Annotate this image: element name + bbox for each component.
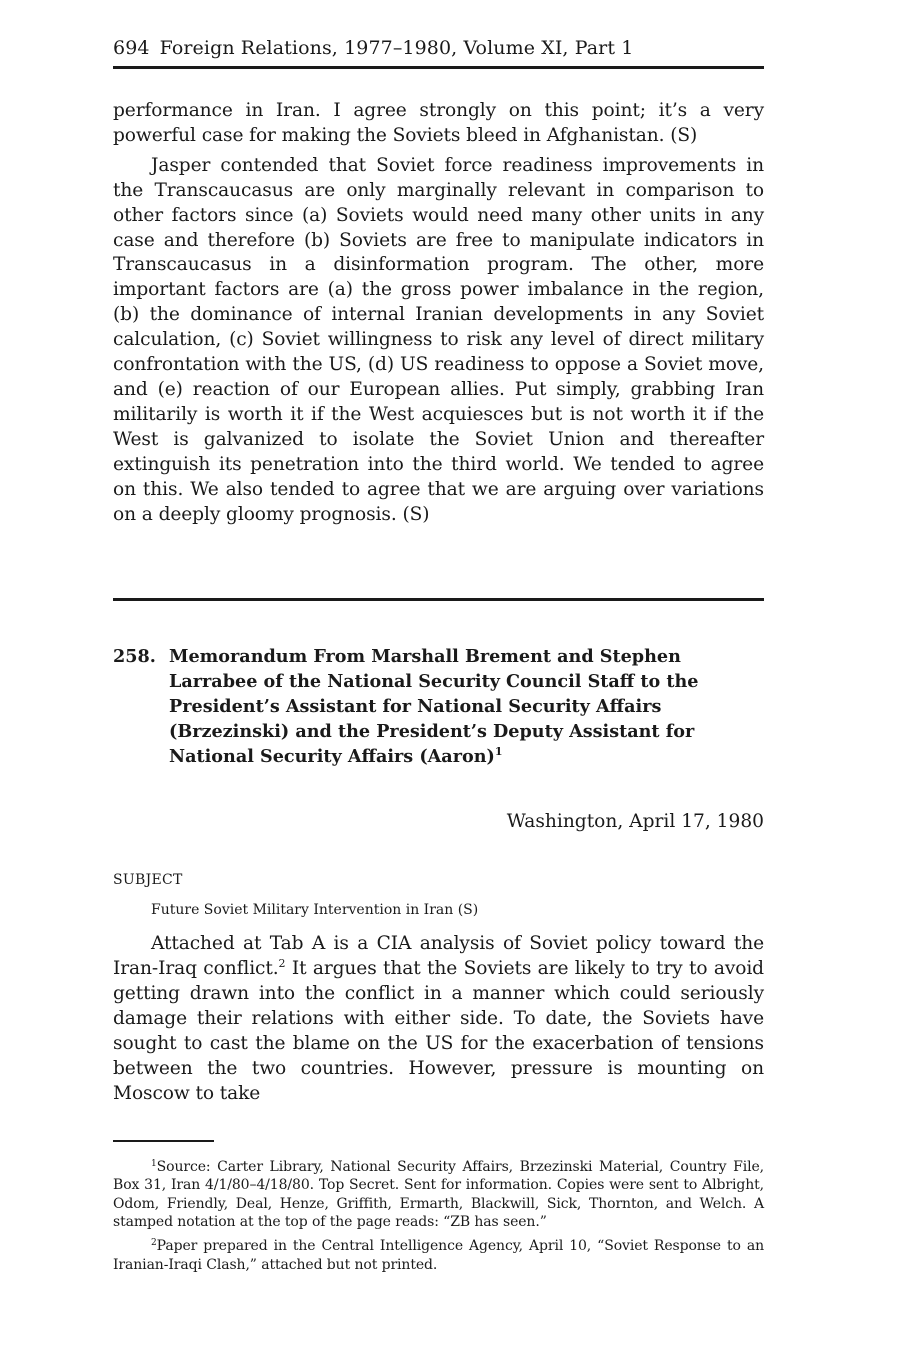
running-header [113, 30, 764, 66]
footnote-2-text: Paper prepared in the Central Intelligence Agency, April 10, “Soviet Response to an Iranian-Iraqi Clash,” attached but not printed. [113, 1238, 764, 1273]
footnote-1 [113, 1158, 764, 1232]
footnote-2 [113, 1237, 764, 1274]
dateline: Washington, April 17, 1980 [506, 811, 764, 833]
footnote-1-mark: 1 [151, 1158, 157, 1169]
footnote-1-text: Source: Carter Library, National Security Affairs, Brzezinski Material, Country File, Box 31, Iran 4/1/80–4/18/80. Top Secret. Sent for information. Copies were sent to Albright, Odom, Friendly, Deal, Henze, Griffith, Ermarth, Blackwill, Sick, Thornton, and Welch. A stamped notation at the top of the page reads: “ZB has seen.” [113, 1158, 764, 1230]
memo-paragraph-rest: It argues that the Soviets are likely to try to avoid getting drawn into the conflict in a manner which could seriously damage their relations with either side. To date, the Soviets have sought to cast the blame on the US for the exacerbation of tensions between the two countries. However, pressure is mounting on Moscow to take [113, 958, 764, 1104]
running-title: Foreign Relations, 1977–1980, Volume XI, Part 1 [159, 37, 634, 59]
footnote-ref-1: 1 [494, 745, 503, 759]
jasper-paragraph: Jasper contended that Soviet force readiness improvements in the Transcaucasus are only marginally relevant in comparison to other factors since (a) Soviets would need many other units in any case and therefore (b) Soviets are free to manipulate indicators in Transcaucasus in a disinformation program. The other, more important factors are (a) the gross power imbalance in the region, (b) the dominance of internal Iranian developments in any Soviet calculation, (c) Soviet willingness to risk any level of direct military confrontation with the US, (d) US readiness to oppose a Soviet move, and (e) reaction of our European allies. Put simply, grabbing Iran militarily is worth it if the West acquiesces but is not worth it if the West is galvanized to isolate the Soviet Union and thereafter extinguish its penetration into the third world. We tended to agree on this. We also tended to agree that we are arguing over variations on a deeply gloomy prognosis. (S) [113, 154, 764, 525]
memo-paragraph-start: Attached at Tab A is a CIA analysis of Soviet policy toward the Iran-Iraq conflict. [113, 933, 764, 980]
document-page [113, 30, 764, 1274]
page-number: 694 [113, 37, 150, 59]
footnote-ref-2: 2 [278, 957, 286, 971]
document-title: Memorandum From Marshall Brement and Stephen Larrabee of the National Security Council Staff to the President’s Assistant for National Security Affairs (Brzezinski) and the President’s Deputy Assistant for National Security Affairs (Aaron) [169, 646, 699, 768]
continued-paragraph: performance in Iran. I agree strongly on this point; it’s a very powerful case for making the Soviets bleed in Afghanistan. (S) [113, 100, 764, 146]
memo-paragraph [113, 932, 764, 1106]
document-title-wrap [169, 644, 764, 769]
footnote-2-mark: 2 [151, 1238, 157, 1249]
subject-label: SUBJECT [113, 872, 183, 889]
document-number: 258. [113, 646, 156, 668]
document-heading [113, 644, 764, 769]
subject-text: Future Soviet Military Intervention in Iran (S) [151, 902, 479, 919]
